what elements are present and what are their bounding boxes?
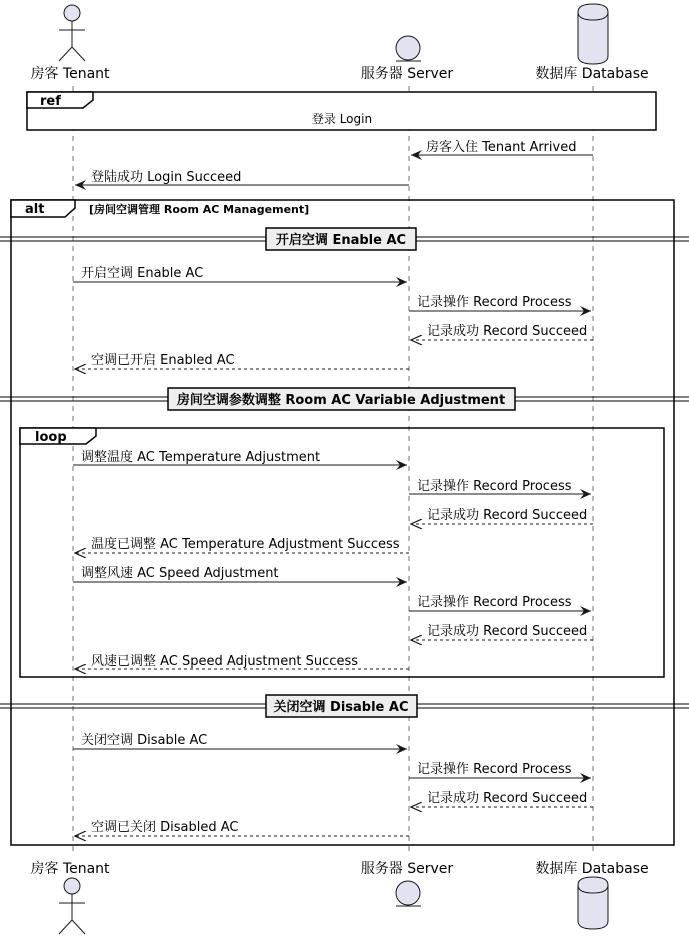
message-record-process: [409, 761, 591, 778]
ref-keyword: ref: [40, 94, 61, 109]
database-bottom: [535, 860, 648, 929]
svg-text:开启空调 Enable AC: 开启空调 Enable AC: [81, 266, 204, 281]
actor-icon: [64, 878, 80, 894]
participant-label: 数据库 Database: [535, 861, 649, 877]
database-top: [535, 4, 648, 82]
divider-adjustment: [0, 388, 689, 410]
svg-text:关闭空调 Disable AC: 关闭空调 Disable AC: [81, 733, 208, 748]
svg-text:记录操作 Record Process: 记录操作 Record Process: [417, 762, 572, 777]
server-entity-top: [361, 36, 454, 82]
svg-text:开启空调 Enable AC: 开启空调 Enable AC: [275, 233, 407, 248]
message-record-succeed: [411, 623, 593, 640]
entity-icon: [396, 36, 420, 60]
svg-text:调整风速 AC Speed Adjustment: 调整风速 AC Speed Adjustment: [81, 566, 279, 581]
divider-disable-ac: [0, 695, 689, 717]
svg-text:记录成功 Record Succeed: 记录成功 Record Succeed: [427, 791, 588, 806]
participant-label: 房客 Tenant: [30, 66, 110, 82]
svg-text:记录成功 Record Succeed: 记录成功 Record Succeed: [427, 324, 588, 339]
message-disabled-ac: [75, 819, 409, 836]
alt-keyword: alt: [25, 202, 45, 217]
svg-text:空调已关闭 Disabled AC: 空调已关闭 Disabled AC: [91, 820, 239, 835]
alt-condition: [房间空调管理 Room AC Management]: [89, 203, 310, 216]
tenant-actor-bottom: [30, 860, 110, 934]
svg-text:房客入住 Tenant Arrived: 房客入住 Tenant Arrived: [426, 140, 577, 155]
tenant-actor-top: [30, 5, 110, 82]
participant-label: 服务器 Server: [360, 66, 454, 82]
participant-label: 数据库 Database: [535, 66, 649, 82]
message-record-process: [409, 294, 591, 311]
svg-text:记录操作 Record Process: 记录操作 Record Process: [417, 479, 572, 494]
message-disable-ac: [73, 732, 407, 749]
actor-icon: [64, 5, 80, 21]
participant-label: 服务器 Server: [360, 861, 454, 877]
message-tenant-arrived: [411, 139, 593, 155]
svg-text:空调已开启 Enabled AC: 空调已开启 Enabled AC: [91, 353, 235, 368]
svg-text:记录成功 Record Succeed: 记录成功 Record Succeed: [427, 624, 588, 639]
loop-keyword: loop: [35, 430, 67, 445]
ref-frame: [27, 92, 656, 130]
message-record-process: [409, 478, 591, 494]
message-record-succeed: [411, 323, 593, 340]
database-icon: [578, 877, 608, 929]
svg-text:房间空调参数调整 Room AC Variable Adju: 房间空调参数调整 Room AC Variable Adjustment: [176, 393, 506, 408]
svg-text:调整温度 AC Temperature Adjustment: 调整温度 AC Temperature Adjustment: [81, 450, 321, 465]
message-record-process: [409, 594, 591, 611]
svg-text:记录操作 Record Process: 记录操作 Record Process: [417, 295, 572, 310]
svg-text:温度已调整 AC Temperature Adjustmen: 温度已调整 AC Temperature Adjustment Success: [91, 537, 400, 552]
ref-text: 登录 Login: [311, 112, 373, 126]
divider-enable-ac: [0, 228, 689, 250]
message-record-succeed: [411, 790, 593, 807]
message-speed-adjust: [73, 565, 407, 582]
message-enabled-ac: [75, 352, 409, 369]
message-record-succeed: [411, 507, 593, 524]
svg-text:风速已调整 AC Speed Adjustment Succ: 风速已调整 AC Speed Adjustment Success: [91, 654, 358, 669]
message-enable-ac: [73, 265, 407, 282]
message-login-succeed: [75, 169, 409, 185]
svg-text:记录成功 Record Succeed: 记录成功 Record Succeed: [427, 508, 588, 523]
entity-icon: [396, 881, 420, 905]
svg-text:登陆成功 Login Succeed: 登陆成功 Login Succeed: [91, 170, 242, 185]
message-temp-adjust: [73, 449, 407, 465]
database-icon: [578, 4, 608, 64]
participant-label: 房客 Tenant: [30, 861, 110, 877]
svg-text:记录操作 Record Process: 记录操作 Record Process: [417, 595, 572, 610]
server-entity-bottom: [361, 861, 454, 906]
message-speed-success: [75, 653, 409, 669]
message-temp-success: [75, 536, 409, 553]
svg-text:关闭空调 Disable AC: 关闭空调 Disable AC: [273, 700, 409, 715]
